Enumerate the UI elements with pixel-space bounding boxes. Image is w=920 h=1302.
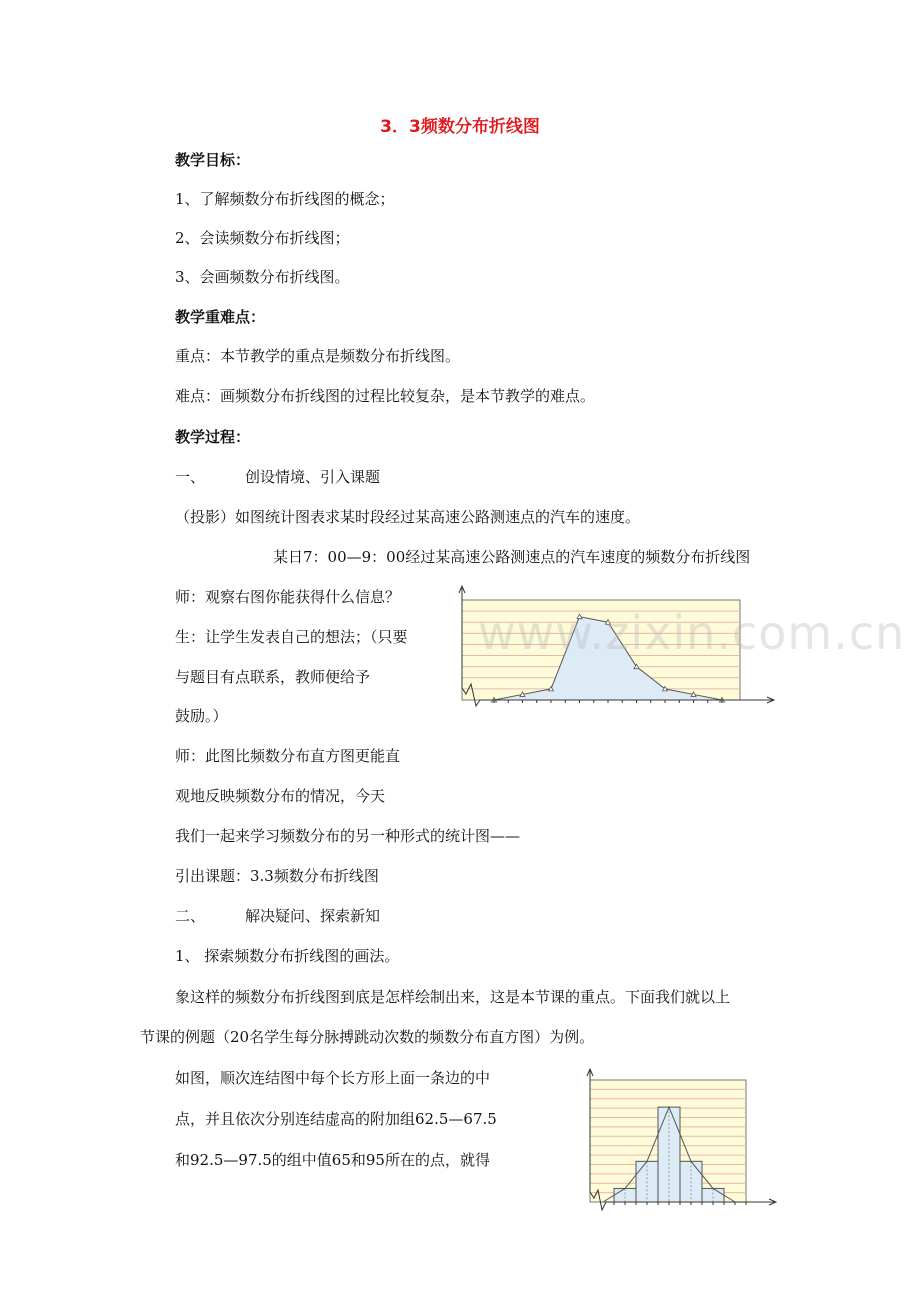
section-1-number: 一、 [175, 468, 206, 486]
section-2-number: 二、 [175, 907, 206, 925]
step-1: 1、 探索频数分布折线图的画法。 [175, 947, 400, 965]
dialog-line-2: 生：让学生发表自己的想法；（只要 [175, 628, 408, 646]
dialog-line-6: 观地反映频数分布的情况，今天 [175, 787, 386, 805]
chart-2-bar [614, 1188, 636, 1202]
section-2-title: 解决疑问、探索新知 [245, 907, 381, 925]
chart-1-caption: 某日7：00—9：00经过某高速公路测速点的汽车速度的频数分布折线图 [273, 548, 751, 566]
para-2-line-2: 点，并且依次分别连结虚高的附加组62.5—67.5 [175, 1110, 497, 1128]
para-1-line-2: 节课的例题（20名学生每分脉搏跳动次数的频数分布直方图）为例。 [140, 1028, 595, 1046]
pulse-histogram-polygon-chart [580, 1068, 780, 1216]
page-title: 3．3频数分布折线图 [380, 117, 540, 137]
difficulty: 难点：画频数分布折线图的过程比较复杂，是本节教学的难点。 [175, 387, 596, 405]
objective-3: 3、会画频数分布折线图。 [175, 268, 350, 286]
objective-2: 2、会读频数分布折线图； [175, 229, 350, 247]
dialog-line-1: 师：观察右图你能获得什么信息？ [175, 588, 401, 606]
watermark: www.zixin.com.cn [478, 606, 906, 660]
dialog-line-7: 我们一起来学习频数分布的另一种形式的统计图—— [175, 827, 521, 845]
projection-text: （投影）如图统计图表求某时段经过某高速公路测速点的汽车的速度。 [175, 508, 641, 526]
dialog-line-3: 与题目有点联系，教师便给予 [175, 668, 371, 686]
section-1-title: 创设情境、引入课题 [245, 468, 381, 486]
section-2-heading [175, 906, 380, 926]
process-heading: 教学过程： [175, 428, 251, 446]
objective-1: 1、了解频数分布折线图的概念； [175, 190, 395, 208]
key-points-heading: 教学重难点： [175, 308, 266, 326]
key-point: 重点：本节教学的重点是频数分布折线图。 [175, 347, 461, 365]
para-1-line-1: 象这样的频数分布折线图到底是怎样绘制出来，这是本节课的重点。下面我们就以上 [175, 988, 731, 1006]
para-2-line-3: 和92.5—97.5的组中值65和95所在的点，就得 [175, 1151, 490, 1169]
chart-2-bar [702, 1188, 724, 1202]
objectives-heading: 教学目标： [175, 151, 251, 169]
para-2-line-1: 如图，顺次连结图中每个长方形上面一条边的中 [175, 1069, 491, 1087]
dialog-line-4: 鼓励。） [175, 707, 228, 725]
dialog-line-5: 师：此图比频数分布直方图更能直 [175, 747, 401, 765]
section-1-heading [175, 467, 380, 487]
dialog-line-8: 引出课题：3.3频数分布折线图 [175, 867, 379, 885]
